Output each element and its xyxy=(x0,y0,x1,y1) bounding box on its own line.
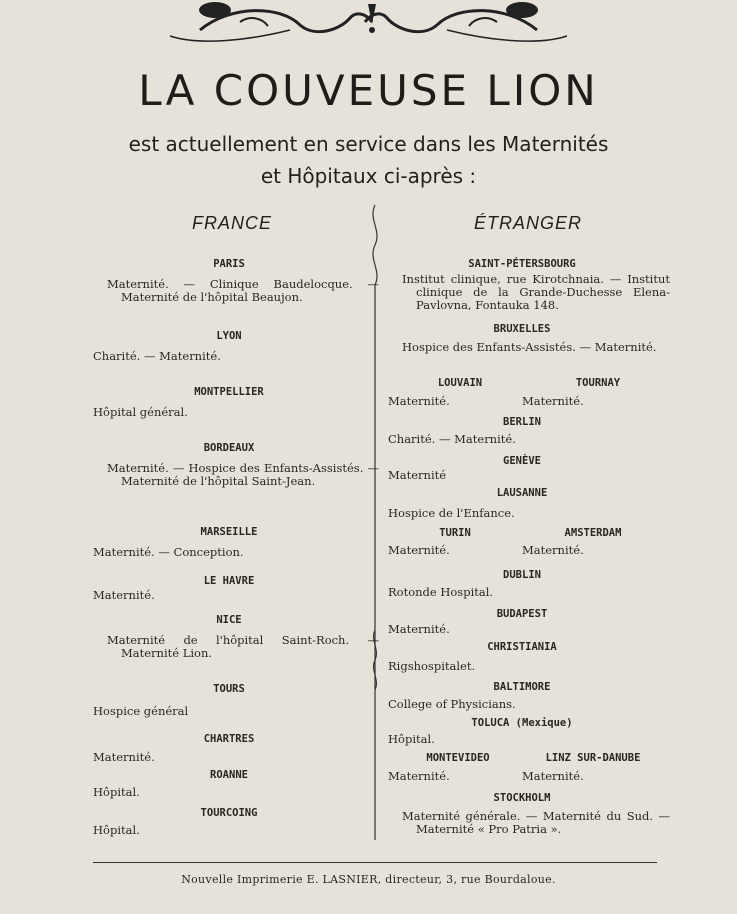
city-turin: TURIN xyxy=(439,527,471,539)
france-heading: FRANCE xyxy=(192,213,273,233)
city-toluca: TOLUCA (Mexique) xyxy=(471,717,573,729)
entry-saint-petersbourg: Institut clinique, rue Kirotchnaia. — Institut clinique de la Grande-Duchesse Elena-Pavlovna, Fontauka 148. xyxy=(402,272,670,312)
entry-chartres: Maternité. xyxy=(93,750,155,764)
entry-toluca: Hôpital. xyxy=(388,732,435,746)
entry-tournay: Maternité. xyxy=(522,394,584,408)
entry-tourcoing: Hôpital. xyxy=(93,823,140,837)
page-title: LA COUVEUSE LION xyxy=(138,66,599,115)
entry-montpellier: Hôpital général. xyxy=(93,405,188,419)
entry-marseille: Maternité. — Conception. xyxy=(93,545,244,559)
city-lausanne: LAUSANNE xyxy=(496,487,548,499)
entry-baltimore: College of Physicians. xyxy=(388,697,516,711)
entry-lausanne: Hospice de l'Enfance. xyxy=(388,506,515,520)
city-berlin: BERLIN xyxy=(503,416,541,428)
entry-linz: Maternité. xyxy=(522,769,584,783)
entry-tours: Hospice général xyxy=(93,704,189,718)
city-bruxelles: BRUXELLES xyxy=(493,323,551,335)
top-ornament-icon xyxy=(0,0,737,50)
entry-bruxelles: Hospice des Enfants-Assistés. — Maternité. xyxy=(402,340,657,354)
city-stockholm: STOCKHOLM xyxy=(493,792,551,804)
entry-amsterdam: Maternité. xyxy=(522,543,584,557)
entry-turin: Maternité. xyxy=(388,543,450,557)
printer-footer: Nouvelle Imprimerie E. LASNIER, directeur, 3, rue Bourdaloue. xyxy=(181,873,556,886)
subtitle-line-1: est actuellement en service dans les Maternités xyxy=(128,132,609,156)
etranger-heading: ÉTRANGER xyxy=(474,213,583,233)
city-montevideo: MONTEVIDEO xyxy=(426,752,490,764)
entry-louvain: Maternité. xyxy=(388,394,450,408)
entry-christiania: Rigshospitalet. xyxy=(388,659,476,673)
city-tourcoing: TOURCOING xyxy=(200,807,258,819)
city-roanne: ROANNE xyxy=(210,769,248,781)
entry-nice: Maternité de l'hôpital Saint-Roch. — Maternité Lion. xyxy=(107,633,379,660)
entry-dublin: Rotonde Hospital. xyxy=(388,585,494,599)
bottom-rule xyxy=(93,862,657,863)
city-marseille: MARSEILLE xyxy=(200,526,258,538)
entry-budapest: Maternité. xyxy=(388,622,450,636)
entry-paris: Maternité. — Clinique Baudelocque. — Maternité de l'hôpital Beaujon. xyxy=(107,277,379,304)
entry-bordeaux: Maternité. — Hospice des Enfants-Assistés. — Maternité de l'hôpital Saint-Jean. xyxy=(107,461,379,488)
city-tournay: TOURNAY xyxy=(575,377,621,389)
city-baltimore: BALTIMORE xyxy=(493,681,551,693)
entry-roanne: Hôpital. xyxy=(93,785,140,799)
city-geneve: GENÈVE xyxy=(503,455,541,467)
city-nice: NICE xyxy=(216,614,242,626)
city-budapest: BUDAPEST xyxy=(496,608,548,620)
city-christiania: CHRISTIANIA xyxy=(487,641,557,653)
city-tours: TOURS xyxy=(213,683,245,695)
entry-geneve: Maternité xyxy=(388,468,447,482)
subtitle-line-2: et Hôpitaux ci-après : xyxy=(260,164,477,188)
city-louvain: LOUVAIN xyxy=(437,377,483,389)
city-saint-petersbourg: SAINT-PÉTERSBOURG xyxy=(468,258,576,270)
entry-le-havre: Maternité. xyxy=(93,588,155,602)
city-bordeaux: BORDEAUX xyxy=(203,442,255,454)
subtitle xyxy=(70,128,667,192)
city-chartres: CHARTRES xyxy=(203,733,255,745)
city-amsterdam: AMSTERDAM xyxy=(564,527,622,539)
city-lyon: LYON xyxy=(216,330,242,342)
entry-berlin: Charité. — Maternité. xyxy=(388,432,516,446)
city-paris: PARIS xyxy=(213,258,245,270)
entry-stockholm: Maternité générale. — Maternité du Sud. — Maternité « Pro Patria ». xyxy=(402,809,670,836)
entry-lyon: Charité. — Maternité. xyxy=(93,349,221,363)
city-montpellier: MONTPELLIER xyxy=(194,386,264,398)
city-dublin: DUBLIN xyxy=(503,569,541,581)
entry-montevideo: Maternité. xyxy=(388,769,450,783)
city-linz: LINZ SUR-DANUBE xyxy=(545,752,641,764)
city-le-havre: LE HAVRE xyxy=(203,575,255,587)
